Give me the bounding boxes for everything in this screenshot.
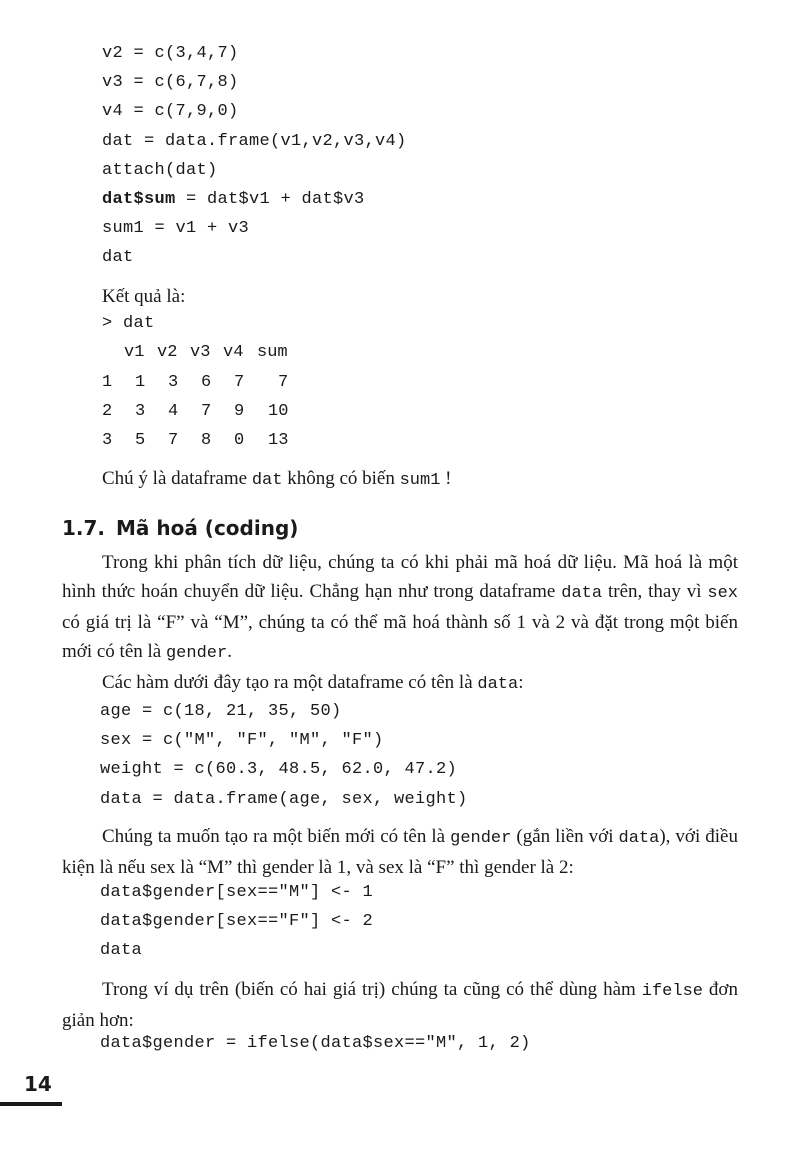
table-cell: 7 xyxy=(234,373,245,392)
code-line: sex = c("M", "F", "M", "F") xyxy=(100,731,384,750)
table-header: v4 xyxy=(223,343,244,362)
table-header: sum xyxy=(257,343,288,362)
table-cell: 2 xyxy=(102,402,113,421)
code-line: data xyxy=(100,941,143,960)
paragraph-text: ), với điều kiện là nếu sex là “M” thì gender là 1, và sex là “F” thì gender là 2: xyxy=(62,826,738,878)
table-cell: 1 xyxy=(102,373,113,392)
code-bold-part: dat$sum xyxy=(102,190,176,209)
table-cell: 3 xyxy=(168,373,179,392)
paragraph xyxy=(62,822,738,882)
console-prompt: > dat xyxy=(102,314,155,333)
section-title: Mã hoá (coding) xyxy=(116,516,299,540)
table-header: v1 xyxy=(124,343,145,362)
section-number: 1.7. xyxy=(62,516,106,540)
page-number: 14 xyxy=(24,1072,52,1096)
code-line: dat = data.frame(v1,v2,v3,v4) xyxy=(102,132,407,151)
section-heading xyxy=(62,515,298,541)
code-line: data$gender[sex=="F"] <- 2 xyxy=(100,912,374,931)
table-cell: 10 xyxy=(268,402,289,421)
code-line: v4 = c(7,9,0) xyxy=(102,102,239,121)
code-rest-part: = dat$v1 + dat$v3 xyxy=(175,190,365,209)
note-part: Chú ý là dataframe xyxy=(102,468,252,489)
table-cell: 4 xyxy=(168,402,179,421)
code-line: dat xyxy=(102,248,134,267)
table-cell: 7 xyxy=(201,402,212,421)
inline-code: ifelse xyxy=(641,982,703,1001)
code-line: data = data.frame(age, sex, weight) xyxy=(100,790,468,809)
code-line: weight = c(60.3, 48.5, 62.0, 47.2) xyxy=(100,760,458,779)
table-header: v3 xyxy=(190,343,211,362)
result-label: Kết quả là: xyxy=(102,286,186,307)
note-part: ! xyxy=(440,468,452,489)
paragraph xyxy=(62,975,738,1035)
paragraph-text: Chúng ta muốn tạo ra một biến mới có tên là xyxy=(102,826,451,847)
code-line: v3 = c(6,7,8) xyxy=(102,73,239,92)
table-cell: 1 xyxy=(135,373,146,392)
paragraph xyxy=(102,668,523,699)
note-part: không có biến xyxy=(282,468,400,489)
paragraph-text: có giá trị là “F” và “M”, chúng ta có thể mã hoá thành số 1 và 2 và đặt trong một biến mới có tên là xyxy=(62,612,738,662)
table-cell: 5 xyxy=(135,431,146,450)
paragraph xyxy=(62,548,738,668)
paragraph-text: (gắn liền với xyxy=(511,826,619,847)
table-cell: 13 xyxy=(268,431,289,450)
paragraph-text: . xyxy=(227,641,232,662)
table-cell: 7 xyxy=(168,431,179,450)
inline-code: data xyxy=(618,829,660,848)
note-code: dat xyxy=(251,471,283,490)
paragraph-text: Các hàm dưới đây tạo ra một dataframe có tên là xyxy=(102,672,478,693)
table-cell: 0 xyxy=(234,431,245,450)
table-cell: 8 xyxy=(201,431,212,450)
inline-code: sex xyxy=(707,584,739,603)
footer-rule xyxy=(0,1102,62,1106)
inline-code: gender xyxy=(450,829,512,848)
code-line: attach(dat) xyxy=(102,161,218,180)
paragraph-text: đơn giản hơn: xyxy=(62,979,738,1031)
paragraph-text: Trong khi phân tích dữ liệu, chúng ta có khi phải mã hoá dữ liệu. Mã hoá là một hình thức hoán chuyển dữ liệu. Chẳng hạn như trong dataframe xyxy=(62,552,738,602)
table-cell: 6 xyxy=(201,373,212,392)
table-cell: 3 xyxy=(135,402,146,421)
code-line: data$gender = ifelse(data$sex=="M", 1, 2) xyxy=(100,1034,531,1053)
note-code: sum1 xyxy=(399,471,441,490)
inline-code: gender xyxy=(165,644,228,663)
table-cell: 7 xyxy=(278,373,289,392)
code-line: age = c(18, 21, 35, 50) xyxy=(100,702,342,721)
inline-code: data xyxy=(477,675,519,694)
code-line: data$gender[sex=="M"] <- 1 xyxy=(100,883,374,902)
paragraph-text: trên, thay vì xyxy=(602,581,708,602)
code-line: v2 = c(3,4,7) xyxy=(102,44,239,63)
code-line-bold xyxy=(102,190,365,210)
inline-code: data xyxy=(561,584,603,603)
table-cell: 9 xyxy=(234,402,245,421)
table-header: v2 xyxy=(157,343,178,362)
paragraph-text: Trong ví dụ trên (biến có hai giá trị) chúng ta cũng có thể dùng hàm xyxy=(102,979,642,1000)
code-line-bold: sum1 = v1 + v3 xyxy=(102,219,250,238)
table-cell: 3 xyxy=(102,431,113,450)
note-text xyxy=(102,464,452,495)
paragraph-text: : xyxy=(518,672,524,693)
